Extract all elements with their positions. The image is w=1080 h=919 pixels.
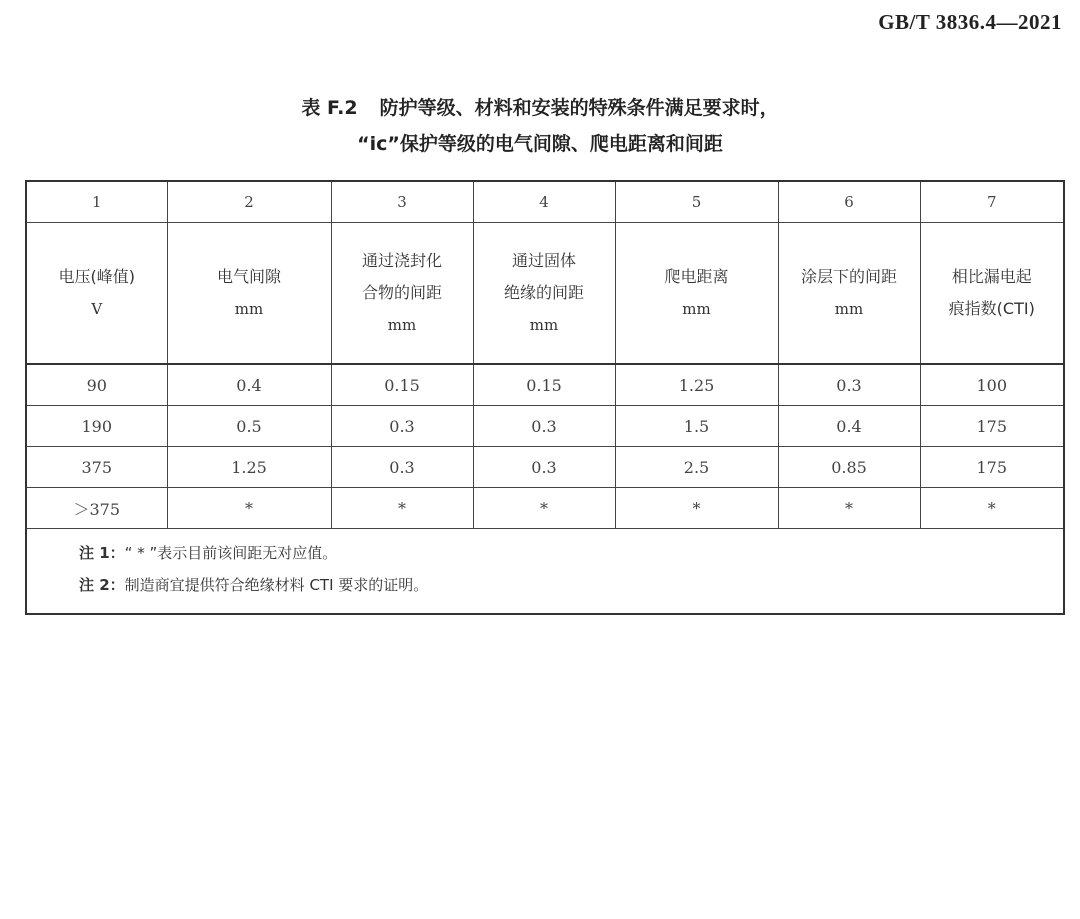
header-casting-compound-distance — [331, 223, 473, 365]
table-cell: 0.85 — [778, 447, 920, 488]
table-cell: 1.25 — [167, 447, 331, 488]
header-text: 合物的间距 — [361, 283, 442, 302]
header-text: 通过固体 — [511, 251, 576, 270]
table-row — [26, 447, 1064, 488]
header-cti — [920, 223, 1064, 365]
standard-code: GB/T 3836.4—2021 — [878, 10, 1062, 34]
note-2 — [79, 569, 1063, 601]
table-cell: 0.3 — [331, 447, 473, 488]
table-row — [26, 406, 1064, 447]
column-number: 4 — [473, 181, 615, 223]
table-notes — [26, 529, 1064, 615]
header-text: 通过浇封化 — [361, 251, 442, 270]
table-caption — [0, 90, 1080, 162]
note-text: 制造商宜提供符合绝缘材料 CTI 要求的证明。 — [124, 576, 429, 594]
table-cell: 0.3 — [473, 406, 615, 447]
header-text: 绝缘的间距 — [503, 283, 584, 302]
table-cell: * — [167, 488, 331, 529]
header-unit: mm — [234, 300, 264, 318]
header-text: 相比漏电起 — [951, 267, 1032, 286]
column-number: 1 — [26, 181, 167, 223]
table-cell: 90 — [26, 364, 167, 406]
header-text: 涂层下的间距 — [800, 267, 897, 286]
caption-title-part-1: 防护等级、材料和安装的特殊条件满足要求时， — [379, 97, 779, 119]
column-number: 2 — [167, 181, 331, 223]
header-unit: mm — [682, 300, 711, 318]
column-number: 7 — [920, 181, 1064, 223]
note-label: 注 1： — [79, 544, 125, 562]
table-cell: 375 — [26, 447, 167, 488]
note-label: 注 2： — [79, 576, 125, 594]
table-cell: 100 — [920, 364, 1064, 406]
column-number: 6 — [778, 181, 920, 223]
table-row — [26, 488, 1064, 529]
table-cell: 0.15 — [473, 364, 615, 406]
table-cell: 0.5 — [167, 406, 331, 447]
table-cell: * — [778, 488, 920, 529]
caption-table-number: 表 F.2 — [301, 97, 358, 119]
header-text: 电气间隙 — [216, 267, 281, 286]
table-cell: * — [331, 488, 473, 529]
table-cell: 0.4 — [167, 364, 331, 406]
table-cell: 2.5 — [615, 447, 778, 488]
column-number: 3 — [331, 181, 473, 223]
note-text: “ * ”表示目前该间距无对应值。 — [124, 544, 338, 562]
table-cell: 190 — [26, 406, 167, 447]
header-unit: mm — [834, 300, 864, 318]
header-text: 电压(峰值) — [58, 267, 135, 286]
table-row — [26, 364, 1064, 406]
column-header-row — [26, 223, 1064, 365]
table-cell: 0.3 — [778, 364, 920, 406]
table-cell: 0.4 — [778, 406, 920, 447]
header-clearance — [167, 223, 331, 365]
note-1 — [79, 537, 1063, 569]
column-number: 5 — [615, 181, 778, 223]
header-text: 爬电距离 — [664, 267, 729, 286]
header-unit: mm — [387, 316, 417, 334]
table-cell: 175 — [920, 406, 1064, 447]
notes-row — [26, 529, 1064, 615]
table-cell: * — [615, 488, 778, 529]
table-cell: 1.25 — [615, 364, 778, 406]
table-cell: 0.15 — [331, 364, 473, 406]
header-voltage — [26, 223, 167, 365]
header-solid-insulation-distance — [473, 223, 615, 365]
header-unit: mm — [529, 316, 559, 334]
column-number-row — [26, 181, 1064, 223]
header-creepage-distance — [615, 223, 778, 365]
table-cell: 0.3 — [331, 406, 473, 447]
caption-line-1 — [0, 90, 1080, 126]
table-cell: 0.3 — [473, 447, 615, 488]
table-cell: * — [920, 488, 1064, 529]
table-cell: 175 — [920, 447, 1064, 488]
table-cell: 1.5 — [615, 406, 778, 447]
table-cell: ＞375 — [26, 488, 167, 529]
table-cell: * — [473, 488, 615, 529]
header-distance-under-coating — [778, 223, 920, 365]
header-unit: V — [91, 300, 103, 318]
caption-title-part-2: “ic”保护等级的电气间隙、爬电距离和间距 — [357, 133, 723, 155]
spacing-table — [25, 180, 1065, 615]
header-text: 痕指数(CTI) — [948, 299, 1035, 318]
